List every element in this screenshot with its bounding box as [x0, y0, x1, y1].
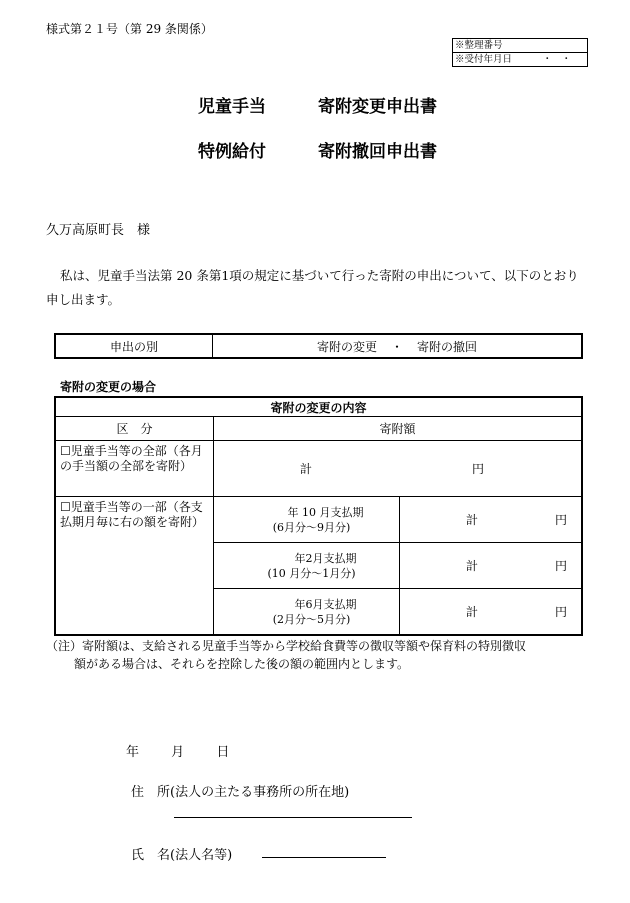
option-withdraw[interactable]: 寄附の撤回	[417, 339, 478, 354]
period-range: (6月分～9月分)	[272, 520, 351, 534]
option-separator: ・	[390, 339, 403, 354]
period-yen-label: 円	[554, 605, 567, 619]
addressee: 久万高原町長 様	[46, 223, 151, 238]
period-yen-label: 円	[554, 559, 567, 573]
option-all-cell[interactable]: ☐児童手当等の全部（各月の手当額の全部を寄附）	[56, 440, 213, 496]
request-kind-table	[54, 333, 583, 359]
period-cell	[213, 496, 399, 542]
option-all-amount-cell[interactable]	[213, 440, 581, 496]
request-kind-options	[213, 335, 581, 357]
note-line-2: 額がある場合は、それらを控除した後の額の範囲内とします。	[74, 657, 410, 671]
form-number: 様式第２１号（第 29 条関係）	[46, 22, 213, 36]
change-content-table	[54, 396, 583, 636]
address-input-line[interactable]	[174, 817, 412, 818]
title-donation-change: 寄附変更申出書	[318, 97, 437, 117]
reception-date-dots: ・ ・	[542, 54, 571, 65]
note	[46, 637, 586, 673]
note-line-1	[46, 637, 586, 655]
name-label: 氏 名(法人名等)	[131, 848, 233, 863]
reception-date-label: ※受付年月日	[455, 54, 513, 65]
option-all-total-label: 計	[300, 462, 313, 476]
period-yen-label: 円	[554, 513, 567, 527]
period-amount-cell[interactable]	[399, 588, 581, 634]
period-total-label: 計	[466, 513, 479, 527]
period-label: 年6月支払期	[294, 597, 357, 611]
body-text: 私は、児童手当法第 20 条第1項の規定に基づいて行った寄附の申出について、以下のとおり申し出ます。	[46, 268, 579, 307]
option-change[interactable]: 寄附の変更	[316, 339, 377, 354]
address-label: 住 所(法人の主たる事務所の所在地)	[131, 785, 350, 800]
change-table-title: 寄附の変更の内容	[270, 400, 367, 415]
amount-header: 寄附額	[213, 416, 581, 440]
period-range: (10 月分～1月分)	[267, 566, 356, 580]
date-day-label: 日	[216, 745, 230, 760]
date-field[interactable]	[126, 741, 257, 760]
reception-date-field	[453, 52, 587, 66]
period-label: 年 10 月支払期	[287, 505, 364, 519]
period-amount-cell[interactable]	[399, 496, 581, 542]
period-total-label: 計	[466, 605, 479, 619]
note-marker: （注）	[46, 639, 83, 653]
period-cell	[213, 588, 399, 634]
period-range: (2月分～5月分)	[272, 612, 351, 626]
title-donation-withdrawal: 寄附撤回申出書	[318, 142, 437, 162]
reference-number-field: ※整理番号	[455, 40, 503, 51]
period-cell	[213, 542, 399, 588]
title-child-allowance: 児童手当	[198, 97, 266, 117]
date-month-label: 月	[171, 745, 185, 760]
period-amount-cell[interactable]	[399, 542, 581, 588]
title-special-benefit: 特例給付	[198, 142, 266, 162]
change-section-heading: 寄附の変更の場合	[60, 380, 157, 394]
category-header: 区 分	[56, 416, 213, 440]
option-all-yen-label: 円	[472, 462, 485, 476]
date-year-label: 年	[126, 745, 140, 760]
option-part-cell[interactable]: ☐児童手当等の一部（各支払期月毎に右の額を寄附）	[56, 496, 213, 634]
name-input-line[interactable]	[262, 857, 386, 858]
note-text-1: 寄附額は、支給される児童手当等から学校給食費等の徴収等額や保育料の特別徴収	[82, 639, 527, 653]
management-box	[452, 38, 588, 67]
period-label: 年2月支払期	[294, 551, 357, 565]
period-total-label: 計	[466, 559, 479, 573]
request-kind-label: 申出の別	[56, 335, 213, 357]
